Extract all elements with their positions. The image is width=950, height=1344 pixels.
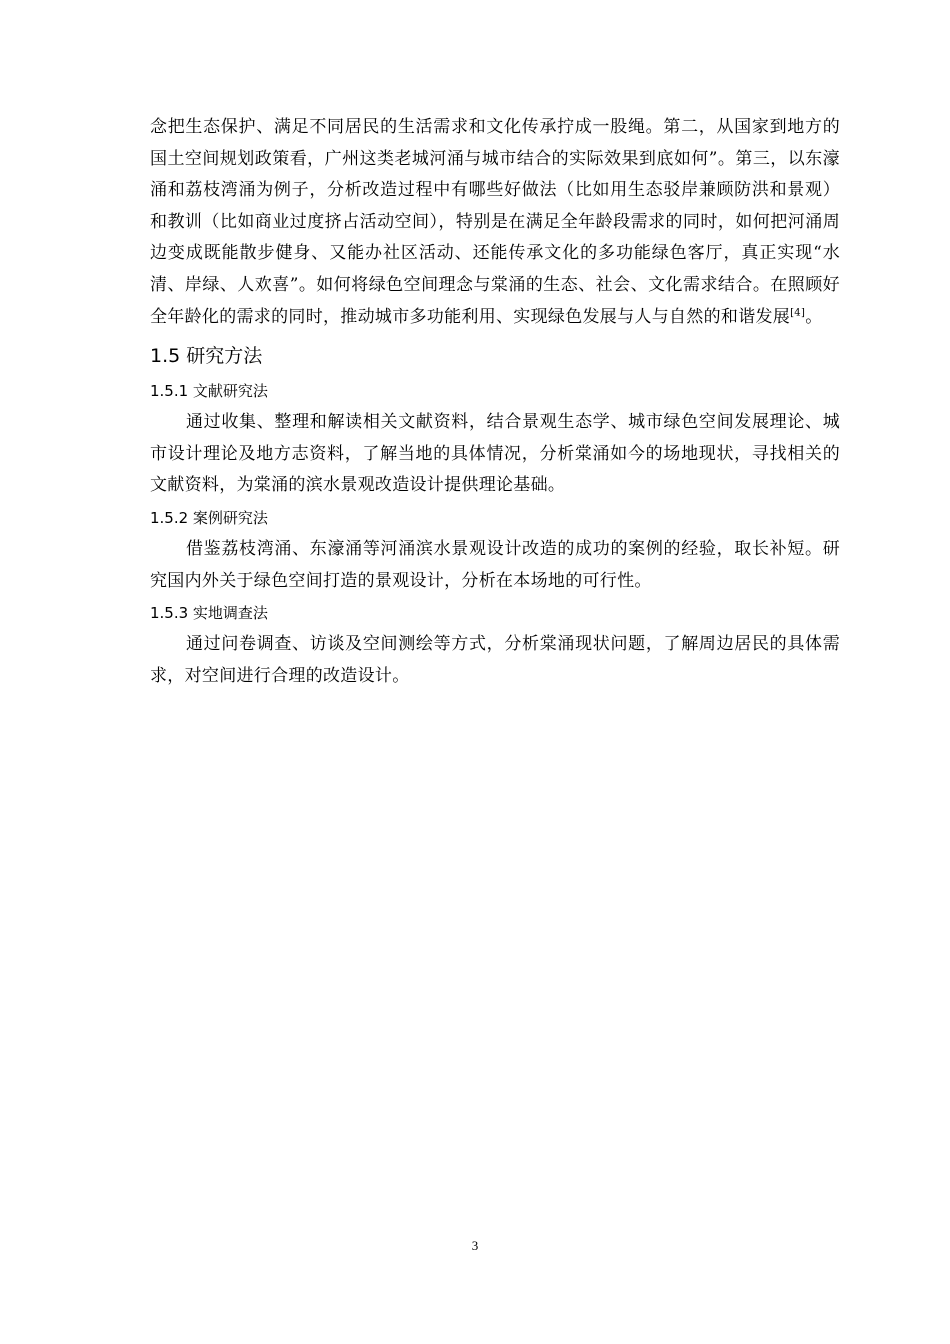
subsection-paragraph-literature: 通过收集、整理和解读相关文献资料，结合景观生态学、城市绿色空间发展理论、城市设计理论及地方志资料，了解当地的具体情况，分析棠涌如今的场地现状，寻找相关的文献资料，为棠涌的滨水景观改造设计提供理论基础。 bbox=[150, 412, 840, 496]
page-number: 3 bbox=[471, 1238, 479, 1253]
subsection-heading-literature: 1.5.1 文献研究法 bbox=[150, 382, 268, 401]
intro-paragraph-end: 。 bbox=[805, 306, 823, 327]
section-heading: 1.5 研究方法 bbox=[150, 345, 263, 368]
intro-paragraph-text: 念把生态保护、满足不同居民的生活需求和文化传承拧成一股绳。第二，从国家到地方的国土空间规划政策看，广州这类老城河涌与城市结合的实际效果到底如何”。第三，以东濠涌和荔枝湾涌为例子，分析改造过程中有哪些好做法（比如用生态驳岸兼顾防洪和景观）和教训（比如商业过度挤占活动空间），特别是在满足全年龄段需求的同时，如何把河涌周边变成既能散步健身、又能办社区活动、还能传承文化的多功能绿色客厅，真正实现“水清、岸绿、人欢喜”。如何将绿色空间理念与棠涌的生态、社会、文化需求结合。在照顾好全年龄化的需求的同时，推动城市多功能利用、实现绿色发展与人与自然的和谐发展 bbox=[150, 117, 840, 327]
subsection-paragraph-field-survey: 通过问卷调查、访谈及空间测绘等方式，分析棠涌现状问题，了解周边居民的具体需求，对空间进行合理的改造设计。 bbox=[150, 634, 840, 686]
subsection-heading-case-study: 1.5.2 案例研究法 bbox=[150, 508, 268, 527]
subsection-paragraph-case-study: 借鉴荔枝湾涌、东濠涌等河涌滨水景观设计改造的成功的案例的经验，取长补短。研究国内外关于绿色空间打造的景观设计，分析在本场地的可行性。 bbox=[150, 538, 840, 591]
page-content bbox=[150, 112, 840, 692]
citation-superscript: [4] bbox=[790, 306, 806, 318]
intro-paragraph bbox=[150, 112, 840, 333]
subsection-heading-field-survey: 1.5.3 实地调查法 bbox=[150, 604, 268, 623]
